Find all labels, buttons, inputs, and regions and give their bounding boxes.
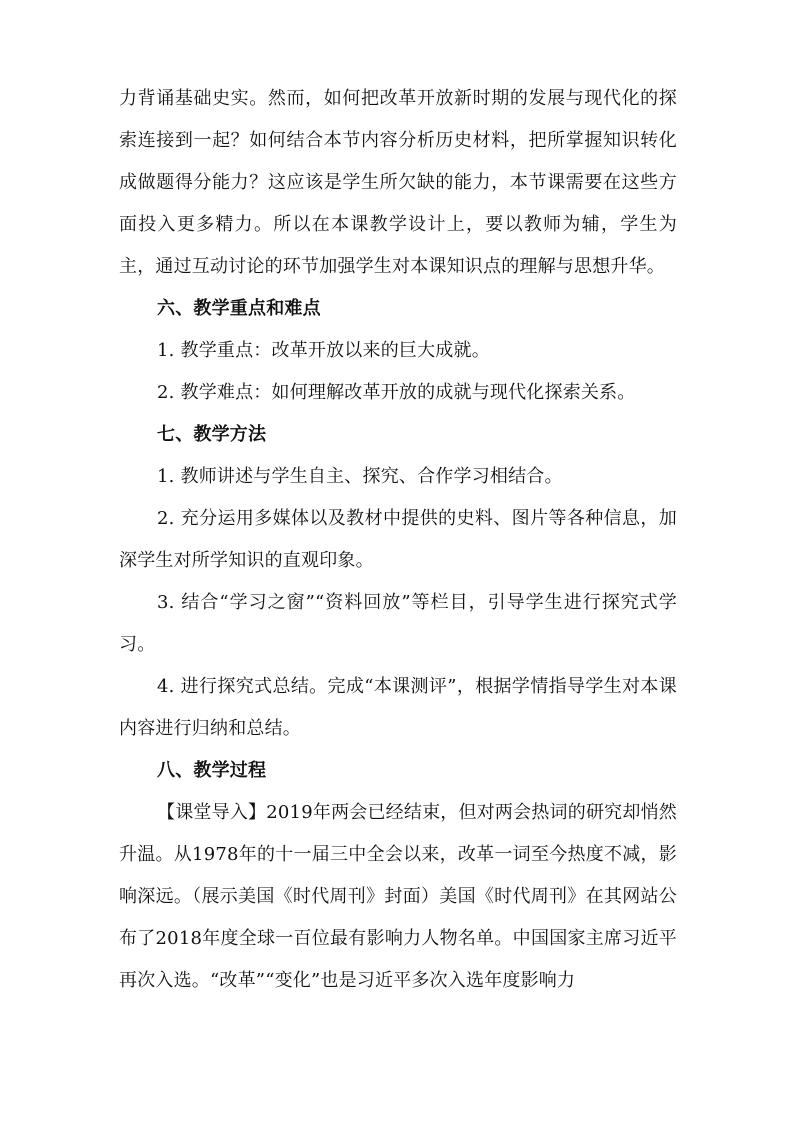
method-item-4: 4. 进行探究式总结。完成“本课测评”，根据学情指导学生对本课内容进行归纳和总结。 — [119, 676, 677, 739]
key-point-item: 1. 教学重点：改革开放以来的巨大成就。 — [157, 340, 490, 361]
method-item-1: 1. 教师讲述与学生自主、探究、合作学习相结合。 — [157, 466, 563, 487]
section-heading-seven: 七、教学方法 — [157, 424, 267, 445]
section-heading-eight: 八、教学过程 — [157, 760, 267, 781]
paragraph-continuation: 力背诵基础史实。然而，如何把改革开放新时期的发展与现代化的探索连接到一起？如何结合本节内容分析历史材料，把所掌握知识转化成做题得分能力？这应该是学生所欠缺的能力，本节课需要在这些方面投入更多精力。所以在本课教学设计上，要以教师为辅，学生为主，通过互动讨论的环节加强学生对本课知识点的理解与思想升华。 — [119, 88, 677, 277]
difficult-point-item: 2. 教学难点：如何理解改革开放的成就与现代化探索关系。 — [157, 382, 636, 403]
document-page — [119, 78, 677, 1002]
method-item-2: 2. 充分运用多媒体以及教材中提供的史料、图片等各种信息，加深学生对所学知识的直观印象。 — [119, 508, 677, 571]
section-heading-six: 六、教学重点和难点 — [157, 298, 321, 319]
classroom-introduction-paragraph: 【课堂导入】2019年两会已经结束，但对两会热词的研究却悄然升温。从1978年的十一届三中全会以来，改革一词至今热度不减，影响深远。（展示美国《时代周刊》封面）美国《时代周刊》在其网站公布了2018年度全球一百位最有影响力人物名单。中国国家主席习近平再次入选。“改革”“变化”也是习近平多次入选年度影响力 — [119, 802, 677, 991]
method-item-3: 3. 结合“学习之窗”“资料回放”等栏目，引导学生进行探究式学习。 — [119, 592, 677, 655]
